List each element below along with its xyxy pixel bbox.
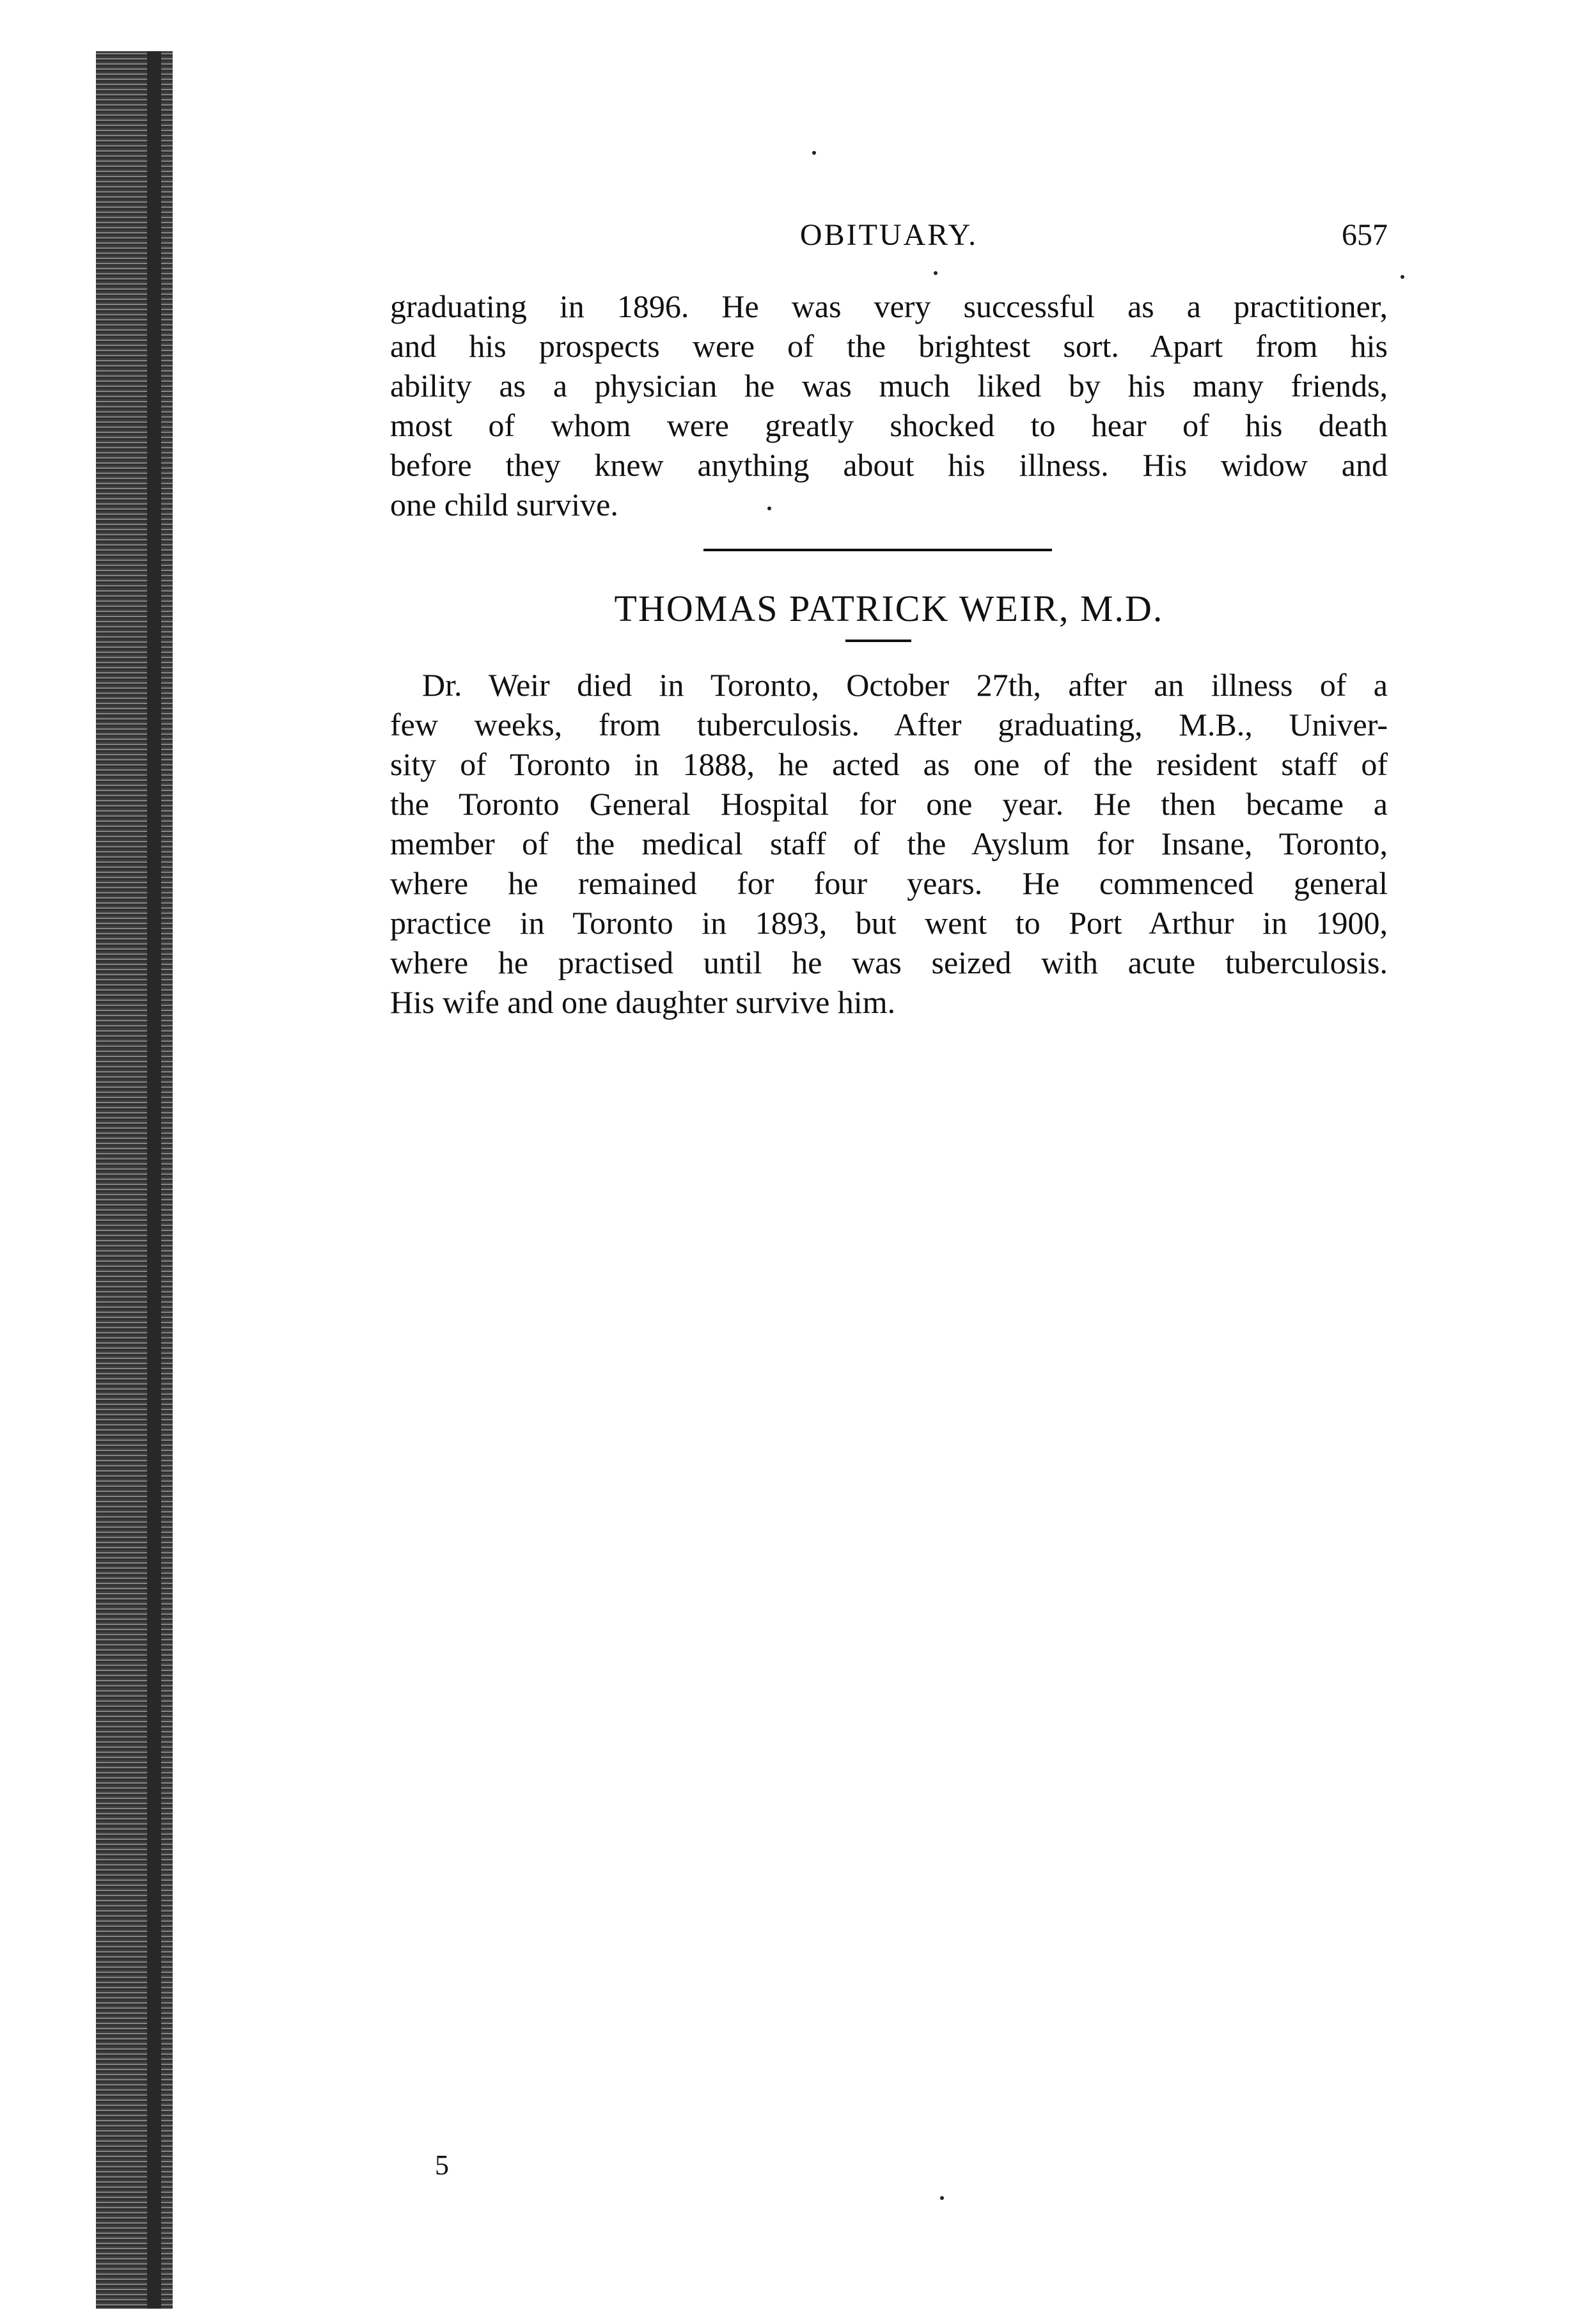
text-line: sity of Toronto in 1888, he acted as one of the resident staff of [390,746,1388,782]
text-line: graduating in 1896. He was very successful as a practitioner, [390,288,1388,324]
print-speck [1401,275,1404,279]
print-speck [940,2196,944,2200]
text-line: His wife and one daughter survive him. [390,984,896,1020]
second-paragraph [390,665,1388,1022]
text-line: practice in Toronto in 1893, but went to Port Arthur in 1900, [390,905,1388,941]
print-speck [767,506,771,510]
page-number: 657 [1342,218,1388,252]
text-line: most of whom were greatly shocked to hear of his death [390,407,1388,443]
print-speck [812,151,816,155]
text-line: ability as a physician he was much liked by his many friends, [390,368,1388,404]
text-line: before they knew anything about his illness. His widow and [390,447,1388,483]
text-line: few weeks, from tuberculosis. After graduating, M.B., Univer- [390,707,1388,742]
text-line: one child survive. [390,487,618,522]
signature-mark: 5 [435,2149,449,2181]
running-title: OBITUARY. [799,218,978,252]
text-line: the Toronto General Hospital for one year. He then became a [390,786,1388,822]
text-line: where he practised until he was seized with acute tuberculosis. [390,945,1388,980]
text-line: where he remained for four years. He commenced general [390,865,1388,901]
text-line: member of the medical staff of the Ayslum for Insane, Toronto, [390,826,1388,861]
text-line: Dr. Weir died in Toronto, October 27th, after an illness of a [422,667,1388,703]
obituary-heading: THOMAS PATRICK WEIR, M.D. [614,588,1164,629]
print-speck [934,271,938,275]
binding-edge [96,51,173,2309]
running-head [390,217,1388,263]
text-line: and his prospects were of the brightest sort. Apart from his [390,328,1388,364]
first-paragraph [390,287,1388,524]
section-divider-rule [703,549,1052,551]
heading-underline-rule [845,640,911,642]
